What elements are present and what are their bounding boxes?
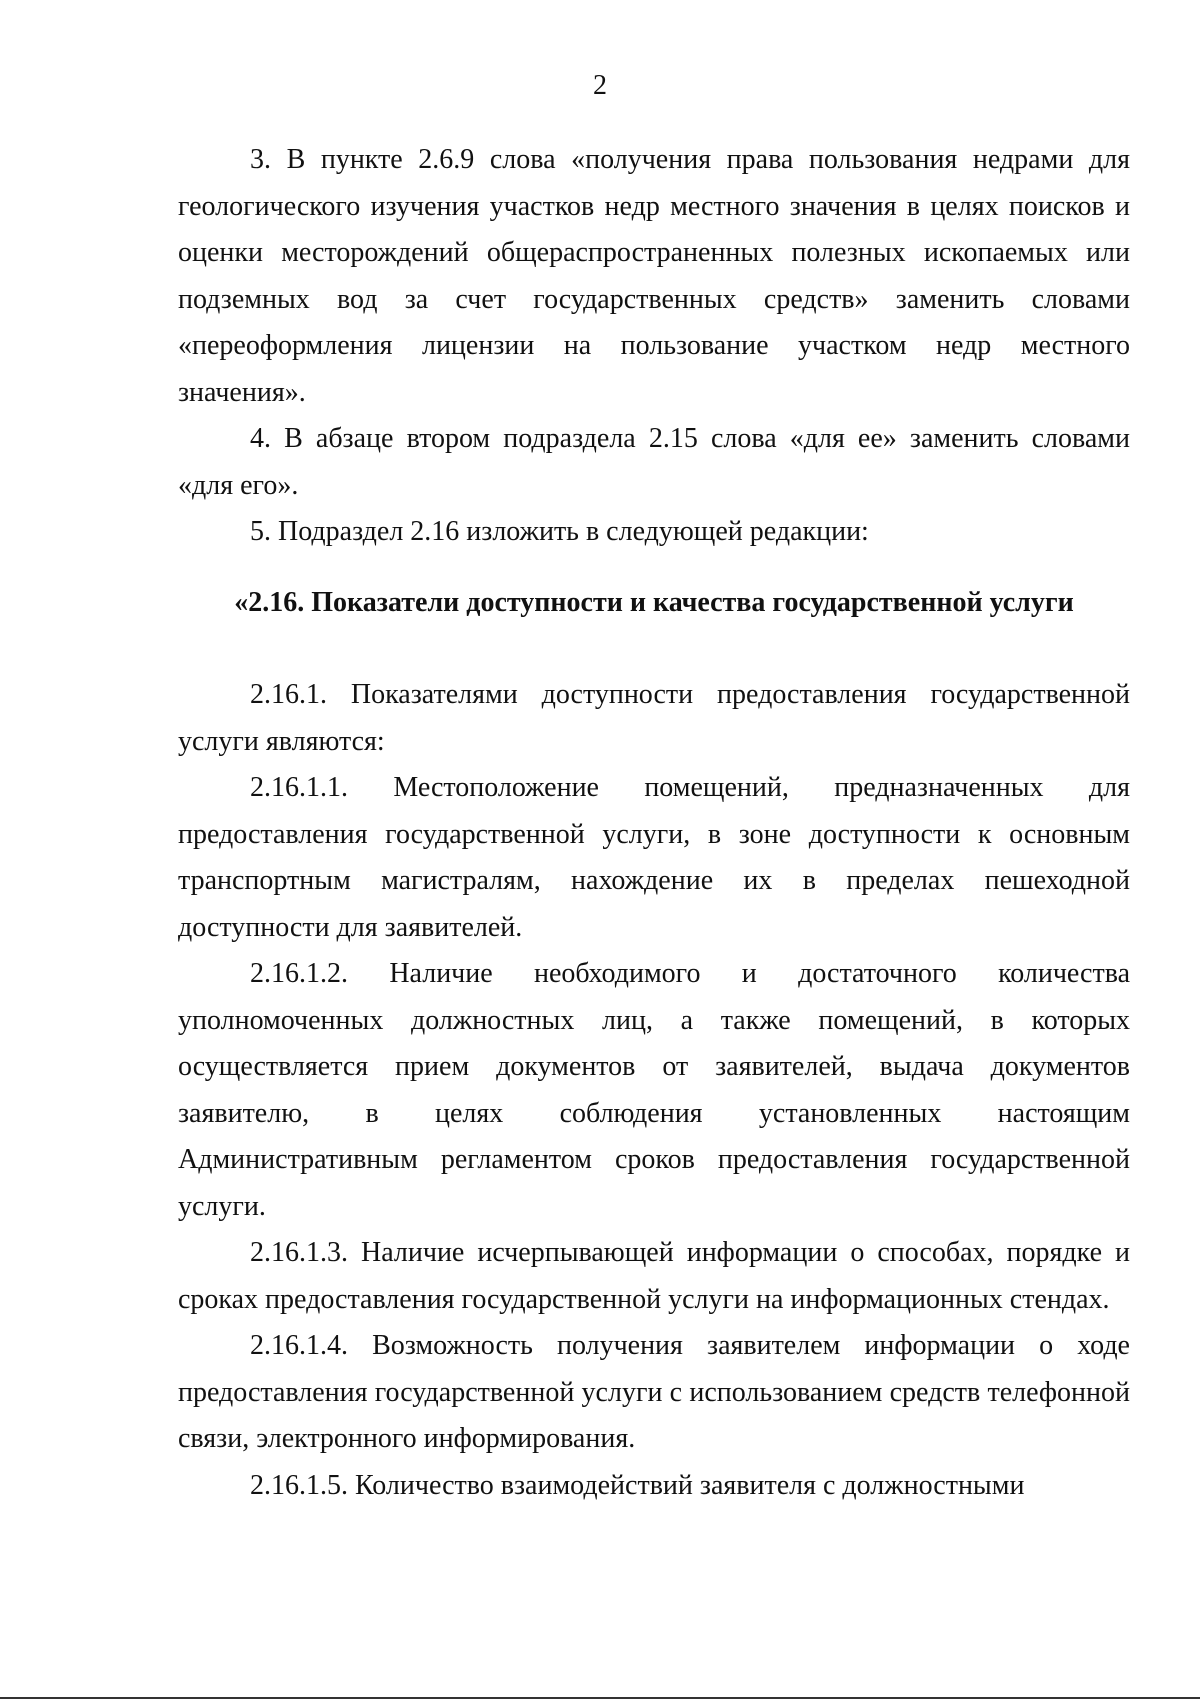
paragraph-2-16-1-2: 2.16.1.2. Наличие необходимого и достаточного количества уполномоченных должностных лиц, а также помещений, в которых осуществляется прием документов от заявителей, выдача документов заявителю, в целях соблюдения установленных настоящим Административным регламентом сроков предоставления государственной услуги. bbox=[178, 958, 1130, 1222]
paragraph-2-16-1-3: 2.16.1.3. Наличие исчерпывающей информации о способах, порядке и сроках предоставления государственной услуги на информационных стендах. bbox=[178, 1237, 1130, 1315]
paragraph-2-16-1: 2.16.1. Показателями доступности предоставления государственной услуги являются: bbox=[178, 679, 1130, 757]
section-heading: «2.16. Показатели доступности и качества государственной услуги bbox=[234, 586, 1074, 618]
scan-bottom-edge bbox=[0, 1697, 1200, 1699]
paragraph-4: 4. В абзаце втором подраздела 2.15 слова «для ее» заменить словами «для его». bbox=[178, 423, 1130, 501]
paragraph-3: 3. В пункте 2.6.9 слова «получения права пользования недрами для геологического изучения участков недр местного значения в целях поисков и оценки месторождений общераспространенных полезных ископаемых или подземных вод за счет государственных средств» заменить словами «переоформления лицензии на пользование участком недр местного значения». bbox=[178, 144, 1130, 408]
page-number: 2 bbox=[593, 70, 607, 101]
paragraph-5: 5. Подраздел 2.16 изложить в следующей редакции: bbox=[250, 516, 869, 547]
document-body bbox=[178, 137, 1130, 1509]
paragraph-2-16-1-5: 2.16.1.5. Количество взаимодействий заявителя с должностными bbox=[250, 1469, 1025, 1501]
paragraph-2-16-1-4: 2.16.1.4. Возможность получения заявителем информации о ходе предоставления государственной услуги с использованием средств телефонной связи, электронного информирования. bbox=[178, 1330, 1130, 1454]
paragraph-2-16-1-1: 2.16.1.1. Местоположение помещений, предназначенных для предоставления государственной услуги, в зоне доступности к основным транспортным магистралям, нахождение их в пределах пешеходной доступности для заявителей. bbox=[178, 772, 1130, 943]
